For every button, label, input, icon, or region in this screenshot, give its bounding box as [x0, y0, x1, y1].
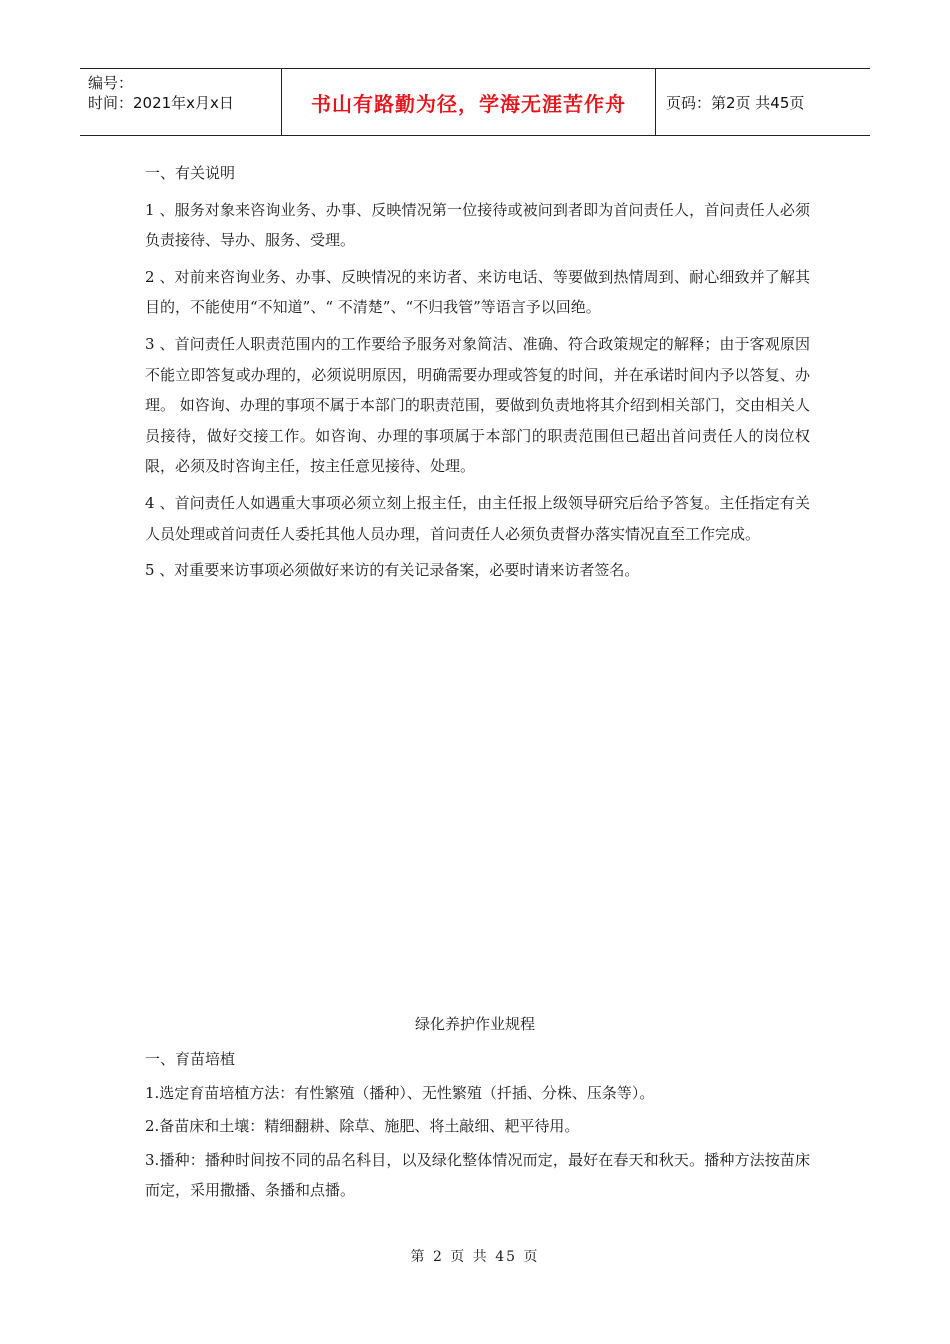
paragraph: 2 、对前来咨询业务、办事、反映情况的来访者、来访电话、等要做到热情周到、耐心细致并了解其目的，不能使用“不知道”、“ 不清楚”、“不归我管”等语言予以回绝。 — [145, 267, 810, 317]
document-header — [80, 68, 870, 136]
paragraph: 3 、首问责任人职责范围内的工作要给予服务对象简洁、准确、符合政策规定的解释；由于客观原因不能立即答复或办理的，必须说明原因，明确需要办理或答复的时间，并在承诺时间内予以答复、办理。 如咨询、办理的事项不属于本部门的职责范围，要做到负责地将其介绍到相关部门，交由相关人员接待，做好交接工作。如咨询、办理的事项属于本部门的职责范围但已超出首问责任人的岗位权限，必须及时咨询主任，按主任意见接待、处理。 — [145, 334, 810, 476]
paragraph: 4 、首问责任人如遇重大事项必须立刻上报主任，由主任报上级领导研究后给予答复。主任指定有关人员处理或首问责任人委托其他人员办理，首问责任人必须负责督办落实情况直至工作完成。 — [145, 493, 810, 543]
section-heading: 一、育苗培植 — [145, 1050, 236, 1068]
section-heading: 一、有关说明 — [145, 164, 236, 182]
section-title: 绿化养护作业规程 — [414, 1015, 535, 1033]
paragraph: 5 、对重要来访事项必须做好来访的有关记录备案，必要时请来访者签名。 — [145, 561, 640, 580]
section-greening — [145, 1044, 810, 1209]
page-footer: 第 2 页 共 45 页 — [410, 1249, 540, 1265]
motto-text: 书山有路勤为径，学海无涯苦作舟 — [311, 91, 626, 116]
paragraph: 3.播种：播种时间按不同的品名科目，以及绿化整体情况而定，最好在春天和秋天。播种方法按苗床而定，采用撒播、条播和点播。 — [145, 1150, 810, 1200]
document-date: 时间：2021年x月x日 — [88, 94, 234, 112]
document-number-label: 编号： — [88, 74, 134, 92]
header-page-info — [656, 69, 870, 135]
page-info-text: 页码：第2页 共45页 — [666, 93, 805, 112]
section-instructions — [145, 158, 810, 592]
paragraph: 1.选定育苗培植方法：有性繁殖（播种）、无性繁殖（扦插、分株、压条等）。 — [145, 1083, 655, 1102]
paragraph: 2.备苗床和土壤：精细翻耕、除草、施肥、将土敲细、耙平待用。 — [145, 1117, 580, 1136]
header-motto-cell — [282, 69, 656, 135]
header-meta — [80, 69, 282, 135]
paragraph: 1 、服务对象来咨询业务、办事、反映情况第一位接待或被问到者即为首问责任人，首问责任人必须负责接待、导办、服务、受理。 — [145, 200, 810, 250]
